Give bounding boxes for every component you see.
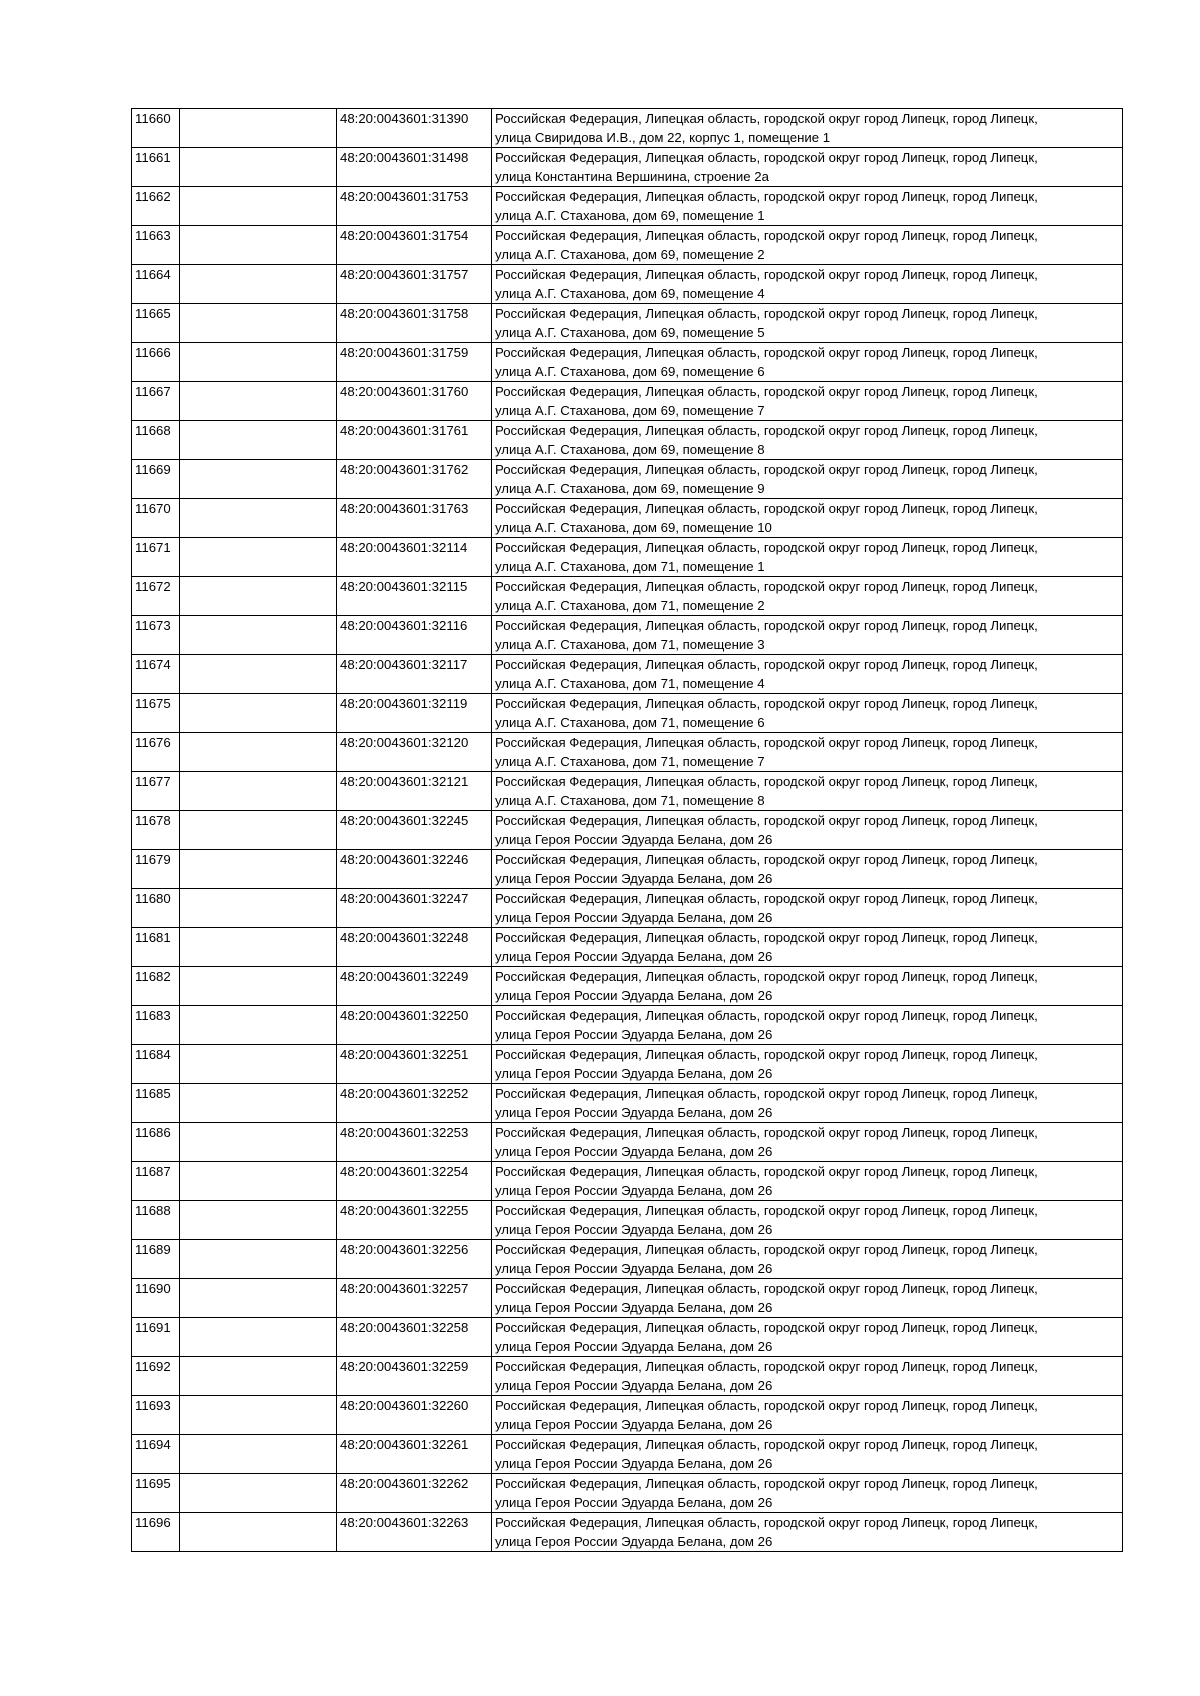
- address-line-2: улица Героя России Эдуарда Белана, дом 26: [495, 1183, 773, 1198]
- address-cell: [492, 1006, 1123, 1045]
- address-cell: [492, 187, 1123, 226]
- address-line-2: улица Героя России Эдуарда Белана, дом 26: [495, 1339, 773, 1354]
- row-number-cell: 11695: [132, 1474, 180, 1513]
- row-number-cell: 11692: [132, 1357, 180, 1396]
- empty-cell: [180, 928, 337, 967]
- registry-table: [131, 108, 1123, 1552]
- address-line-1: Российская Федерация, Липецкая область, городской округ город Липецк, город Липецк,: [495, 618, 1038, 633]
- cadastral-number-cell: 48:20:0043601:32117: [337, 655, 492, 694]
- empty-cell: [180, 1162, 337, 1201]
- address-cell: [492, 1201, 1123, 1240]
- address-line-2: улица Героя России Эдуарда Белана, дом 26: [495, 910, 773, 925]
- table-row: [132, 1123, 1123, 1162]
- table-row: [132, 655, 1123, 694]
- address-cell: [492, 928, 1123, 967]
- row-number-cell: 11673: [132, 616, 180, 655]
- address-line-2: улица А.Г. Стаханова, дом 71, помещение 4: [495, 676, 765, 691]
- address-cell: [492, 1513, 1123, 1552]
- address-line-2: улица А.Г. Стаханова, дом 71, помещение 2: [495, 598, 765, 613]
- address-cell: [492, 1357, 1123, 1396]
- table-row: [132, 187, 1123, 226]
- address-line-2: улица А.Г. Стаханова, дом 69, помещение 6: [495, 364, 765, 379]
- empty-cell: [180, 1201, 337, 1240]
- cadastral-number-cell: 48:20:0043601:31759: [337, 343, 492, 382]
- row-number-cell: 11671: [132, 538, 180, 577]
- table-row: [132, 1513, 1123, 1552]
- address-cell: [492, 616, 1123, 655]
- table-row: [132, 772, 1123, 811]
- cadastral-number-cell: 48:20:0043601:32259: [337, 1357, 492, 1396]
- row-number-cell: 11674: [132, 655, 180, 694]
- cadastral-number-cell: 48:20:0043601:31754: [337, 226, 492, 265]
- cadastral-number-cell: 48:20:0043601:31758: [337, 304, 492, 343]
- empty-cell: [180, 460, 337, 499]
- empty-cell: [180, 226, 337, 265]
- cadastral-number-cell: 48:20:0043601:32115: [337, 577, 492, 616]
- address-cell: [492, 226, 1123, 265]
- empty-cell: [180, 850, 337, 889]
- address-line-1: Российская Федерация, Липецкая область, городской округ город Липецк, город Липецк,: [495, 1437, 1038, 1452]
- empty-cell: [180, 1513, 337, 1552]
- cadastral-number-cell: 48:20:0043601:32247: [337, 889, 492, 928]
- address-line-2: улица Свиридова И.В., дом 22, корпус 1, помещение 1: [495, 130, 831, 145]
- address-cell: [492, 772, 1123, 811]
- cadastral-number-cell: 48:20:0043601:32114: [337, 538, 492, 577]
- address-cell: [492, 1240, 1123, 1279]
- cadastral-number-cell: 48:20:0043601:31760: [337, 382, 492, 421]
- table-row: [132, 1006, 1123, 1045]
- row-number-cell: 11689: [132, 1240, 180, 1279]
- address-line-2: улица Героя России Эдуарда Белана, дом 26: [495, 949, 773, 964]
- address-line-1: Российская Федерация, Липецкая область, городской округ город Липецк, город Липецк,: [495, 150, 1038, 165]
- address-line-1: Российская Федерация, Липецкая область, городской округ город Липецк, город Липецк,: [495, 735, 1038, 750]
- address-line-1: Российская Федерация, Липецкая область, городской округ город Липецк, город Липецк,: [495, 189, 1038, 204]
- cadastral-number-cell: 48:20:0043601:32250: [337, 1006, 492, 1045]
- address-line-2: улица А.Г. Стаханова, дом 69, помещение 1: [495, 208, 765, 223]
- table-row: [132, 1240, 1123, 1279]
- cadastral-number-cell: 48:20:0043601:32254: [337, 1162, 492, 1201]
- table-row: [132, 538, 1123, 577]
- address-cell: [492, 850, 1123, 889]
- address-cell: [492, 1318, 1123, 1357]
- empty-cell: [180, 1357, 337, 1396]
- address-line-1: Российская Федерация, Липецкая область, городской округ город Липецк, город Липецк,: [495, 384, 1038, 399]
- address-line-1: Российская Федерация, Липецкая область, городской округ город Липецк, город Липецк,: [495, 1203, 1038, 1218]
- empty-cell: [180, 148, 337, 187]
- address-line-1: Российская Федерация, Липецкая область, городской округ город Липецк, город Липецк,: [495, 1515, 1038, 1530]
- address-cell: [492, 499, 1123, 538]
- address-cell: [492, 421, 1123, 460]
- address-line-2: улица Героя России Эдуарда Белана, дом 26: [495, 1144, 773, 1159]
- address-cell: [492, 304, 1123, 343]
- address-cell: [492, 577, 1123, 616]
- table-row: [132, 1318, 1123, 1357]
- cadastral-number-cell: 48:20:0043601:32260: [337, 1396, 492, 1435]
- table-row: [132, 577, 1123, 616]
- cadastral-number-cell: 48:20:0043601:31753: [337, 187, 492, 226]
- address-line-2: улица Константина Вершинина, строение 2а: [495, 169, 769, 184]
- table-row: [132, 1357, 1123, 1396]
- table-row: [132, 1279, 1123, 1318]
- address-cell: [492, 1123, 1123, 1162]
- empty-cell: [180, 499, 337, 538]
- address-cell: [492, 655, 1123, 694]
- address-cell: [492, 1162, 1123, 1201]
- address-line-2: улица Героя России Эдуарда Белана, дом 26: [495, 1027, 773, 1042]
- empty-cell: [180, 1474, 337, 1513]
- address-cell: [492, 1435, 1123, 1474]
- empty-cell: [180, 265, 337, 304]
- empty-cell: [180, 187, 337, 226]
- empty-cell: [180, 1396, 337, 1435]
- address-line-1: Российская Федерация, Липецкая область, городской округ город Липецк, город Липецк,: [495, 891, 1038, 906]
- address-cell: [492, 811, 1123, 850]
- row-number-cell: 11691: [132, 1318, 180, 1357]
- cadastral-number-cell: 48:20:0043601:32261: [337, 1435, 492, 1474]
- cadastral-number-cell: 48:20:0043601:31761: [337, 421, 492, 460]
- row-number-cell: 11682: [132, 967, 180, 1006]
- table-row: [132, 304, 1123, 343]
- row-number-cell: 11667: [132, 382, 180, 421]
- cadastral-number-cell: 48:20:0043601:32262: [337, 1474, 492, 1513]
- address-cell: [492, 109, 1123, 148]
- address-line-1: Российская Федерация, Липецкая область, городской округ город Липецк, город Липецк,: [495, 930, 1038, 945]
- address-line-2: улица А.Г. Стаханова, дом 71, помещение 8: [495, 793, 765, 808]
- address-line-1: Российская Федерация, Липецкая область, городской округ город Липецк, город Липецк,: [495, 1164, 1038, 1179]
- cadastral-number-cell: 48:20:0043601:32246: [337, 850, 492, 889]
- row-number-cell: 11688: [132, 1201, 180, 1240]
- address-line-2: улица А.Г. Стаханова, дом 69, помещение 5: [495, 325, 765, 340]
- row-number-cell: 11684: [132, 1045, 180, 1084]
- address-line-2: улица А.Г. Стаханова, дом 69, помещение 10: [495, 520, 772, 535]
- address-line-2: улица Героя России Эдуарда Белана, дом 26: [495, 1378, 773, 1393]
- empty-cell: [180, 343, 337, 382]
- row-number-cell: 11670: [132, 499, 180, 538]
- table-row: [132, 850, 1123, 889]
- cadastral-number-cell: 48:20:0043601:32253: [337, 1123, 492, 1162]
- empty-cell: [180, 1279, 337, 1318]
- empty-cell: [180, 577, 337, 616]
- row-number-cell: 11696: [132, 1513, 180, 1552]
- cadastral-number-cell: 48:20:0043601:31762: [337, 460, 492, 499]
- table-row: [132, 616, 1123, 655]
- address-cell: [492, 343, 1123, 382]
- empty-cell: [180, 382, 337, 421]
- empty-cell: [180, 421, 337, 460]
- row-number-cell: 11677: [132, 772, 180, 811]
- address-line-1: Российская Федерация, Липецкая область, городской округ город Липецк, город Липецк,: [495, 657, 1038, 672]
- empty-cell: [180, 616, 337, 655]
- address-line-1: Российская Федерация, Липецкая область, городской округ город Липецк, город Липецк,: [495, 267, 1038, 282]
- table-row: [132, 928, 1123, 967]
- address-line-1: Российская Федерация, Липецкая область, городской округ город Липецк, город Липецк,: [495, 579, 1038, 594]
- address-cell: [492, 889, 1123, 928]
- row-number-cell: 11678: [132, 811, 180, 850]
- row-number-cell: 11669: [132, 460, 180, 499]
- row-number-cell: 11687: [132, 1162, 180, 1201]
- row-number-cell: 11675: [132, 694, 180, 733]
- empty-cell: [180, 655, 337, 694]
- cadastral-number-cell: 48:20:0043601:31498: [337, 148, 492, 187]
- row-number-cell: 11665: [132, 304, 180, 343]
- address-line-1: Российская Федерация, Липецкая область, городской округ город Липецк, город Липецк,: [495, 1125, 1038, 1140]
- address-line-2: улица А.Г. Стаханова, дом 71, помещение 6: [495, 715, 765, 730]
- table-row: [132, 148, 1123, 187]
- address-cell: [492, 1045, 1123, 1084]
- table-row: [132, 1084, 1123, 1123]
- address-cell: [492, 1474, 1123, 1513]
- table-row: [132, 1162, 1123, 1201]
- address-line-1: Российская Федерация, Липецкая область, городской округ город Липецк, город Липецк,: [495, 1242, 1038, 1257]
- address-line-2: улица Героя России Эдуарда Белана, дом 26: [495, 988, 773, 1003]
- table-row: [132, 499, 1123, 538]
- empty-cell: [180, 694, 337, 733]
- address-line-2: улица А.Г. Стаханова, дом 69, помещение 8: [495, 442, 765, 457]
- address-line-1: Российская Федерация, Липецкая область, городской округ город Липецк, город Липецк,: [495, 1281, 1038, 1296]
- address-line-2: улица А.Г. Стаханова, дом 69, помещение 2: [495, 247, 765, 262]
- empty-cell: [180, 889, 337, 928]
- address-line-2: улица А.Г. Стаханова, дом 71, помещение 1: [495, 559, 765, 574]
- address-line-1: Российская Федерация, Липецкая область, городской округ город Липецк, город Липецк,: [495, 1476, 1038, 1491]
- address-cell: [492, 1279, 1123, 1318]
- address-line-1: Российская Федерация, Липецкая область, городской округ город Липецк, город Липецк,: [495, 111, 1038, 126]
- cadastral-number-cell: 48:20:0043601:32251: [337, 1045, 492, 1084]
- cadastral-number-cell: 48:20:0043601:31390: [337, 109, 492, 148]
- address-line-2: улица А.Г. Стаханова, дом 71, помещение 3: [495, 637, 765, 652]
- address-line-1: Российская Федерация, Липецкая область, городской округ город Липецк, город Липецк,: [495, 1359, 1038, 1374]
- row-number-cell: 11661: [132, 148, 180, 187]
- cadastral-number-cell: 48:20:0043601:32258: [337, 1318, 492, 1357]
- empty-cell: [180, 967, 337, 1006]
- table-row: [132, 421, 1123, 460]
- registry-table-body: [132, 109, 1123, 1552]
- address-line-2: улица Героя России Эдуарда Белана, дом 26: [495, 1066, 773, 1081]
- empty-cell: [180, 109, 337, 148]
- address-line-1: Российская Федерация, Липецкая область, городской округ город Липецк, город Липецк,: [495, 306, 1038, 321]
- row-number-cell: 11683: [132, 1006, 180, 1045]
- address-line-1: Российская Федерация, Липецкая область, городской округ город Липецк, город Липецк,: [495, 969, 1038, 984]
- cadastral-number-cell: 48:20:0043601:32245: [337, 811, 492, 850]
- address-line-2: улица Героя России Эдуарда Белана, дом 26: [495, 1417, 773, 1432]
- cadastral-number-cell: 48:20:0043601:32252: [337, 1084, 492, 1123]
- row-number-cell: 11686: [132, 1123, 180, 1162]
- empty-cell: [180, 1045, 337, 1084]
- address-line-2: улица Героя России Эдуарда Белана, дом 26: [495, 1456, 773, 1471]
- row-number-cell: 11672: [132, 577, 180, 616]
- cadastral-number-cell: 48:20:0043601:32119: [337, 694, 492, 733]
- cadastral-number-cell: 48:20:0043601:31757: [337, 265, 492, 304]
- address-line-2: улица Героя России Эдуарда Белана, дом 26: [495, 1105, 773, 1120]
- address-cell: [492, 694, 1123, 733]
- address-line-2: улица Героя России Эдуарда Белана, дом 26: [495, 1534, 773, 1549]
- table-row: [132, 1201, 1123, 1240]
- table-row: [132, 967, 1123, 1006]
- table-row: [132, 382, 1123, 421]
- row-number-cell: 11681: [132, 928, 180, 967]
- address-cell: [492, 382, 1123, 421]
- address-line-1: Российская Федерация, Липецкая область, городской округ город Липецк, город Липецк,: [495, 1008, 1038, 1023]
- cadastral-number-cell: 48:20:0043601:32255: [337, 1201, 492, 1240]
- address-cell: [492, 265, 1123, 304]
- table-row: [132, 1474, 1123, 1513]
- cadastral-number-cell: 48:20:0043601:32263: [337, 1513, 492, 1552]
- cadastral-number-cell: 48:20:0043601:32120: [337, 733, 492, 772]
- cadastral-number-cell: 48:20:0043601:32257: [337, 1279, 492, 1318]
- address-line-1: Российская Федерация, Липецкая область, городской округ город Липецк, город Липецк,: [495, 696, 1038, 711]
- row-number-cell: 11685: [132, 1084, 180, 1123]
- table-row: [132, 265, 1123, 304]
- address-line-1: Российская Федерация, Липецкая область, городской округ город Липецк, город Липецк,: [495, 813, 1038, 828]
- address-line-2: улица Героя России Эдуарда Белана, дом 26: [495, 1222, 773, 1237]
- row-number-cell: 11680: [132, 889, 180, 928]
- cadastral-number-cell: 48:20:0043601:32121: [337, 772, 492, 811]
- row-number-cell: 11694: [132, 1435, 180, 1474]
- table-row: [132, 109, 1123, 148]
- table-row: [132, 1045, 1123, 1084]
- address-line-2: улица А.Г. Стаханова, дом 71, помещение 7: [495, 754, 765, 769]
- empty-cell: [180, 733, 337, 772]
- address-line-2: улица Героя России Эдуарда Белана, дом 26: [495, 1261, 773, 1276]
- address-line-1: Российская Федерация, Липецкая область, городской округ город Липецк, город Липецк,: [495, 852, 1038, 867]
- empty-cell: [180, 811, 337, 850]
- empty-cell: [180, 1318, 337, 1357]
- cadastral-number-cell: 48:20:0043601:32249: [337, 967, 492, 1006]
- empty-cell: [180, 1084, 337, 1123]
- table-row: [132, 694, 1123, 733]
- row-number-cell: 11663: [132, 226, 180, 265]
- address-line-1: Российская Федерация, Липецкая область, городской округ город Липецк, город Липецк,: [495, 1047, 1038, 1062]
- table-row: [132, 226, 1123, 265]
- address-line-2: улица А.Г. Стаханова, дом 69, помещение 4: [495, 286, 765, 301]
- row-number-cell: 11693: [132, 1396, 180, 1435]
- cadastral-number-cell: 48:20:0043601:32256: [337, 1240, 492, 1279]
- empty-cell: [180, 304, 337, 343]
- address-line-1: Российская Федерация, Липецкая область, городской округ город Липецк, город Липецк,: [495, 462, 1038, 477]
- table-row: [132, 733, 1123, 772]
- address-line-1: Российская Федерация, Липецкая область, городской округ город Липецк, город Липецк,: [495, 540, 1038, 555]
- address-line-2: улица Героя России Эдуарда Белана, дом 26: [495, 832, 773, 847]
- cadastral-number-cell: 48:20:0043601:32116: [337, 616, 492, 655]
- row-number-cell: 11666: [132, 343, 180, 382]
- table-row: [132, 460, 1123, 499]
- empty-cell: [180, 772, 337, 811]
- address-line-2: улица А.Г. Стаханова, дом 69, помещение 9: [495, 481, 765, 496]
- row-number-cell: 11690: [132, 1279, 180, 1318]
- address-line-1: Российская Федерация, Липецкая область, городской округ город Липецк, город Липецк,: [495, 345, 1038, 360]
- address-line-1: Российская Федерация, Липецкая область, городской округ город Липецк, город Липецк,: [495, 774, 1038, 789]
- table-row: [132, 343, 1123, 382]
- address-line-1: Российская Федерация, Липецкая область, городской округ город Липецк, город Липецк,: [495, 1320, 1038, 1335]
- table-row: [132, 811, 1123, 850]
- address-line-2: улица А.Г. Стаханова, дом 69, помещение 7: [495, 403, 765, 418]
- address-line-1: Российская Федерация, Липецкая область, городской округ город Липецк, город Липецк,: [495, 228, 1038, 243]
- table-row: [132, 889, 1123, 928]
- address-line-1: Российская Федерация, Липецкая область, городской округ город Липецк, город Липецк,: [495, 423, 1038, 438]
- address-cell: [492, 1084, 1123, 1123]
- address-line-2: улица Героя России Эдуарда Белана, дом 26: [495, 1495, 773, 1510]
- empty-cell: [180, 538, 337, 577]
- address-cell: [492, 148, 1123, 187]
- row-number-cell: 11660: [132, 109, 180, 148]
- empty-cell: [180, 1240, 337, 1279]
- address-cell: [492, 733, 1123, 772]
- row-number-cell: 11679: [132, 850, 180, 889]
- address-cell: [492, 538, 1123, 577]
- address-line-2: улица Героя России Эдуарда Белана, дом 26: [495, 1300, 773, 1315]
- address-cell: [492, 460, 1123, 499]
- address-line-1: Российская Федерация, Липецкая область, городской округ город Липецк, город Липецк,: [495, 501, 1038, 516]
- address-cell: [492, 967, 1123, 1006]
- address-line-1: Российская Федерация, Липецкая область, городской округ город Липецк, город Липецк,: [495, 1086, 1038, 1101]
- cadastral-number-cell: 48:20:0043601:31763: [337, 499, 492, 538]
- address-cell: [492, 1396, 1123, 1435]
- row-number-cell: 11668: [132, 421, 180, 460]
- address-line-1: Российская Федерация, Липецкая область, городской округ город Липецк, город Липецк,: [495, 1398, 1038, 1413]
- address-line-2: улица Героя России Эдуарда Белана, дом 26: [495, 871, 773, 886]
- empty-cell: [180, 1435, 337, 1474]
- row-number-cell: 11662: [132, 187, 180, 226]
- cadastral-number-cell: 48:20:0043601:32248: [337, 928, 492, 967]
- empty-cell: [180, 1006, 337, 1045]
- table-row: [132, 1396, 1123, 1435]
- table-row: [132, 1435, 1123, 1474]
- row-number-cell: 11676: [132, 733, 180, 772]
- row-number-cell: 11664: [132, 265, 180, 304]
- empty-cell: [180, 1123, 337, 1162]
